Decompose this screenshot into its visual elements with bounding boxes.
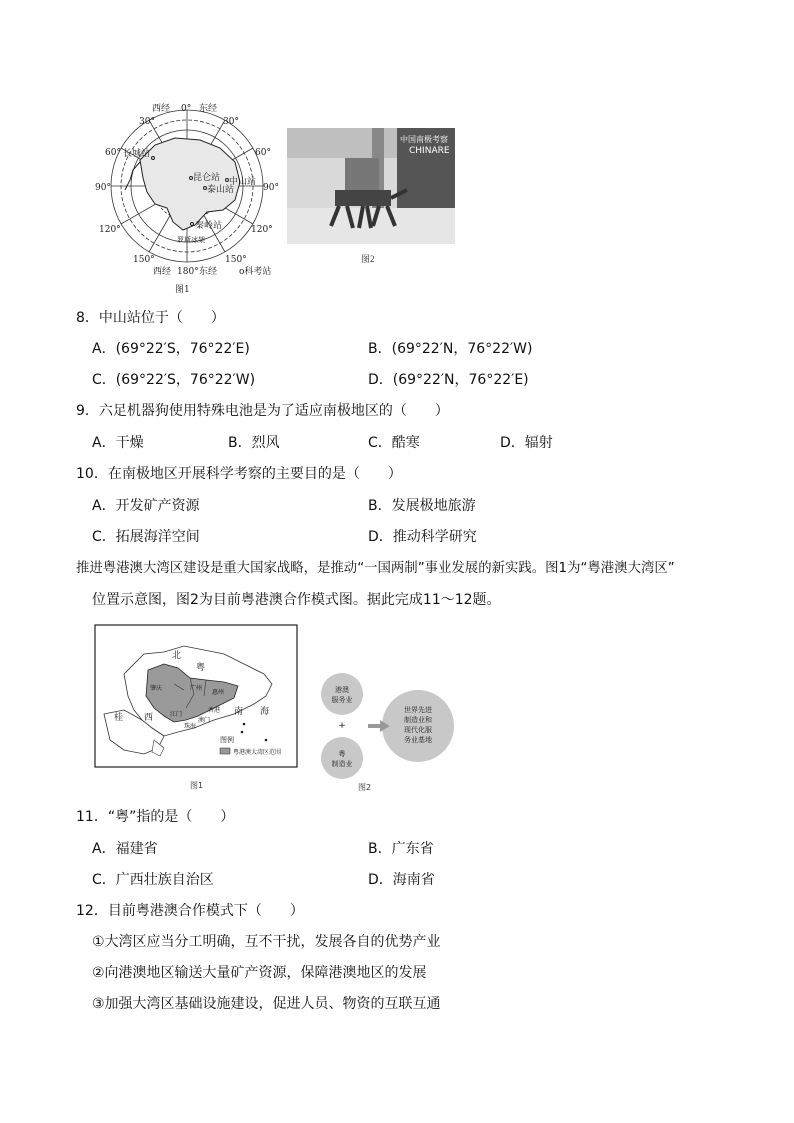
deg-label: 30°	[223, 117, 239, 127]
station-qinling: 秦岭站	[195, 221, 223, 231]
statement-3: ③加强大湾区基础设施建设，促进人员、物资的互联互通	[92, 996, 441, 1012]
lon-zero: 0°	[181, 104, 192, 114]
label-nan: 南	[234, 707, 244, 717]
station-taishan: 泰山站	[207, 185, 235, 195]
question-8-stem: 8．中山站位于（ ）	[76, 310, 225, 326]
legend-station: o科考站	[239, 267, 272, 277]
option-b: B．发展极地旅游	[368, 498, 476, 514]
cooperation-diagram	[318, 672, 458, 794]
option-d: D．(69°22′N，76°22′E)	[368, 372, 529, 388]
city-label: 澳门	[198, 717, 211, 724]
option-c: C．酷寒	[368, 435, 420, 451]
result-line-2: 制造业和	[404, 716, 432, 724]
city-label: 肇庆	[150, 685, 163, 692]
lon-east-top: 东经	[199, 104, 218, 114]
option-c: C．广西壮族自治区	[92, 872, 214, 888]
lon-west-top: 西经	[152, 104, 171, 114]
question-10-stem: 10．在南极地区开展科学考察的主要目的是（ ）	[76, 466, 402, 482]
label-north: 北	[172, 651, 182, 661]
figure-caption: 图2	[361, 254, 375, 264]
option-d: D．海南省	[368, 872, 435, 888]
statement-2: ②向港澳地区输送大量矿产资源，保障港澳地区的发展	[92, 965, 427, 981]
deg-label: 90°	[95, 183, 111, 193]
option-c: C．(69°22′S，76°22′W)	[92, 372, 256, 388]
city-label: 江门	[170, 711, 183, 718]
deg-label: 60°	[105, 148, 121, 158]
legend-swatch	[220, 748, 230, 754]
option-b: B．(69°22′N，76°22′W)	[368, 341, 533, 357]
deg-label: 30°	[139, 117, 155, 127]
circle-2-line-2: 制造业	[331, 760, 353, 768]
antarctic-polar-map	[95, 100, 285, 300]
option-a: A．福建省	[92, 841, 158, 857]
deg-label: 60°	[255, 148, 271, 158]
city-label: 珠海	[184, 723, 197, 730]
plus-sign: +	[338, 721, 346, 731]
statement-1: ①大湾区应当分工明确，互不干扰，发展各自的优势产业	[92, 934, 441, 950]
option-d: D．辐射	[500, 435, 553, 451]
station-changcheng: 长城站	[123, 149, 151, 159]
label-xi: 西	[144, 713, 154, 723]
bay-area-map	[94, 624, 298, 792]
sign-text-en: CHINARE	[409, 146, 450, 156]
deg-label: 90°	[263, 183, 279, 193]
lon-180: 180°	[177, 267, 199, 277]
city-label: 香港	[208, 707, 221, 714]
deg-label: 120°	[99, 225, 121, 235]
ross-ice-shelf: 罗斯冰架	[177, 236, 205, 244]
deg-label: 120°	[251, 225, 273, 235]
station-kunlun: 昆仑站	[193, 173, 221, 183]
legend-title: 图例	[220, 736, 234, 744]
legend-item: 粤港澳大湾区范围	[233, 749, 282, 756]
option-a: A．干燥	[92, 435, 144, 451]
city-label: 广州	[190, 685, 203, 692]
circle-1-line-2: 服务业	[331, 696, 353, 704]
deg-label: 150°	[133, 255, 155, 265]
figure-caption: 图2	[358, 783, 372, 792]
circle-2-line-1: 粤	[338, 750, 346, 758]
figure-caption: 图1	[175, 285, 190, 295]
option-a: A．(69°22′S，76°22′E)	[92, 341, 250, 357]
question-9-stem: 9．六足机器狗使用特殊电池是为了适应南极地区的（ ）	[76, 403, 449, 419]
station-zhongshan: 中山站	[229, 177, 257, 187]
circle-1-line-1: 港澳	[335, 686, 349, 694]
option-b: B．烈风	[228, 435, 280, 451]
robot-dog-photo	[287, 128, 455, 244]
option-d: D．推动科学研究	[368, 529, 477, 545]
label-gui: 桂	[114, 713, 124, 723]
question-11-stem: 11．“粤”指的是（ ）	[76, 809, 235, 825]
city-label: 惠州	[212, 689, 225, 696]
question-12-stem: 12．目前粤港澳合作模式下（ ）	[76, 903, 304, 919]
figure-caption: 图1	[190, 781, 204, 790]
option-b: B．广东省	[368, 841, 434, 857]
result-line-1: 世界先进	[404, 706, 432, 714]
result-line-3: 现代化服	[404, 726, 432, 734]
deg-label: 150°	[225, 255, 247, 265]
lon-east-bottom: 东经	[199, 267, 218, 277]
passage-line-2: 位置示意图，图2为目前粤港澳合作模式图。据此完成11～12题。	[92, 592, 501, 608]
result-line-4: 务业基地	[404, 736, 432, 744]
passage-line-1: 推进粤港澳大湾区建设是重大国家战略，是推动“一国两制”事业发展的新实践。图1为“粤港澳大湾区”	[76, 561, 675, 576]
sign-text-cn: 中国南极考察	[400, 135, 448, 144]
option-a: A．开发矿产资源	[92, 498, 200, 514]
lon-west-bottom: 西经	[153, 267, 172, 277]
label-hai: 海	[260, 707, 270, 717]
label-yue: 粤	[196, 663, 206, 673]
option-c: C．拓展海洋空间	[92, 529, 200, 545]
